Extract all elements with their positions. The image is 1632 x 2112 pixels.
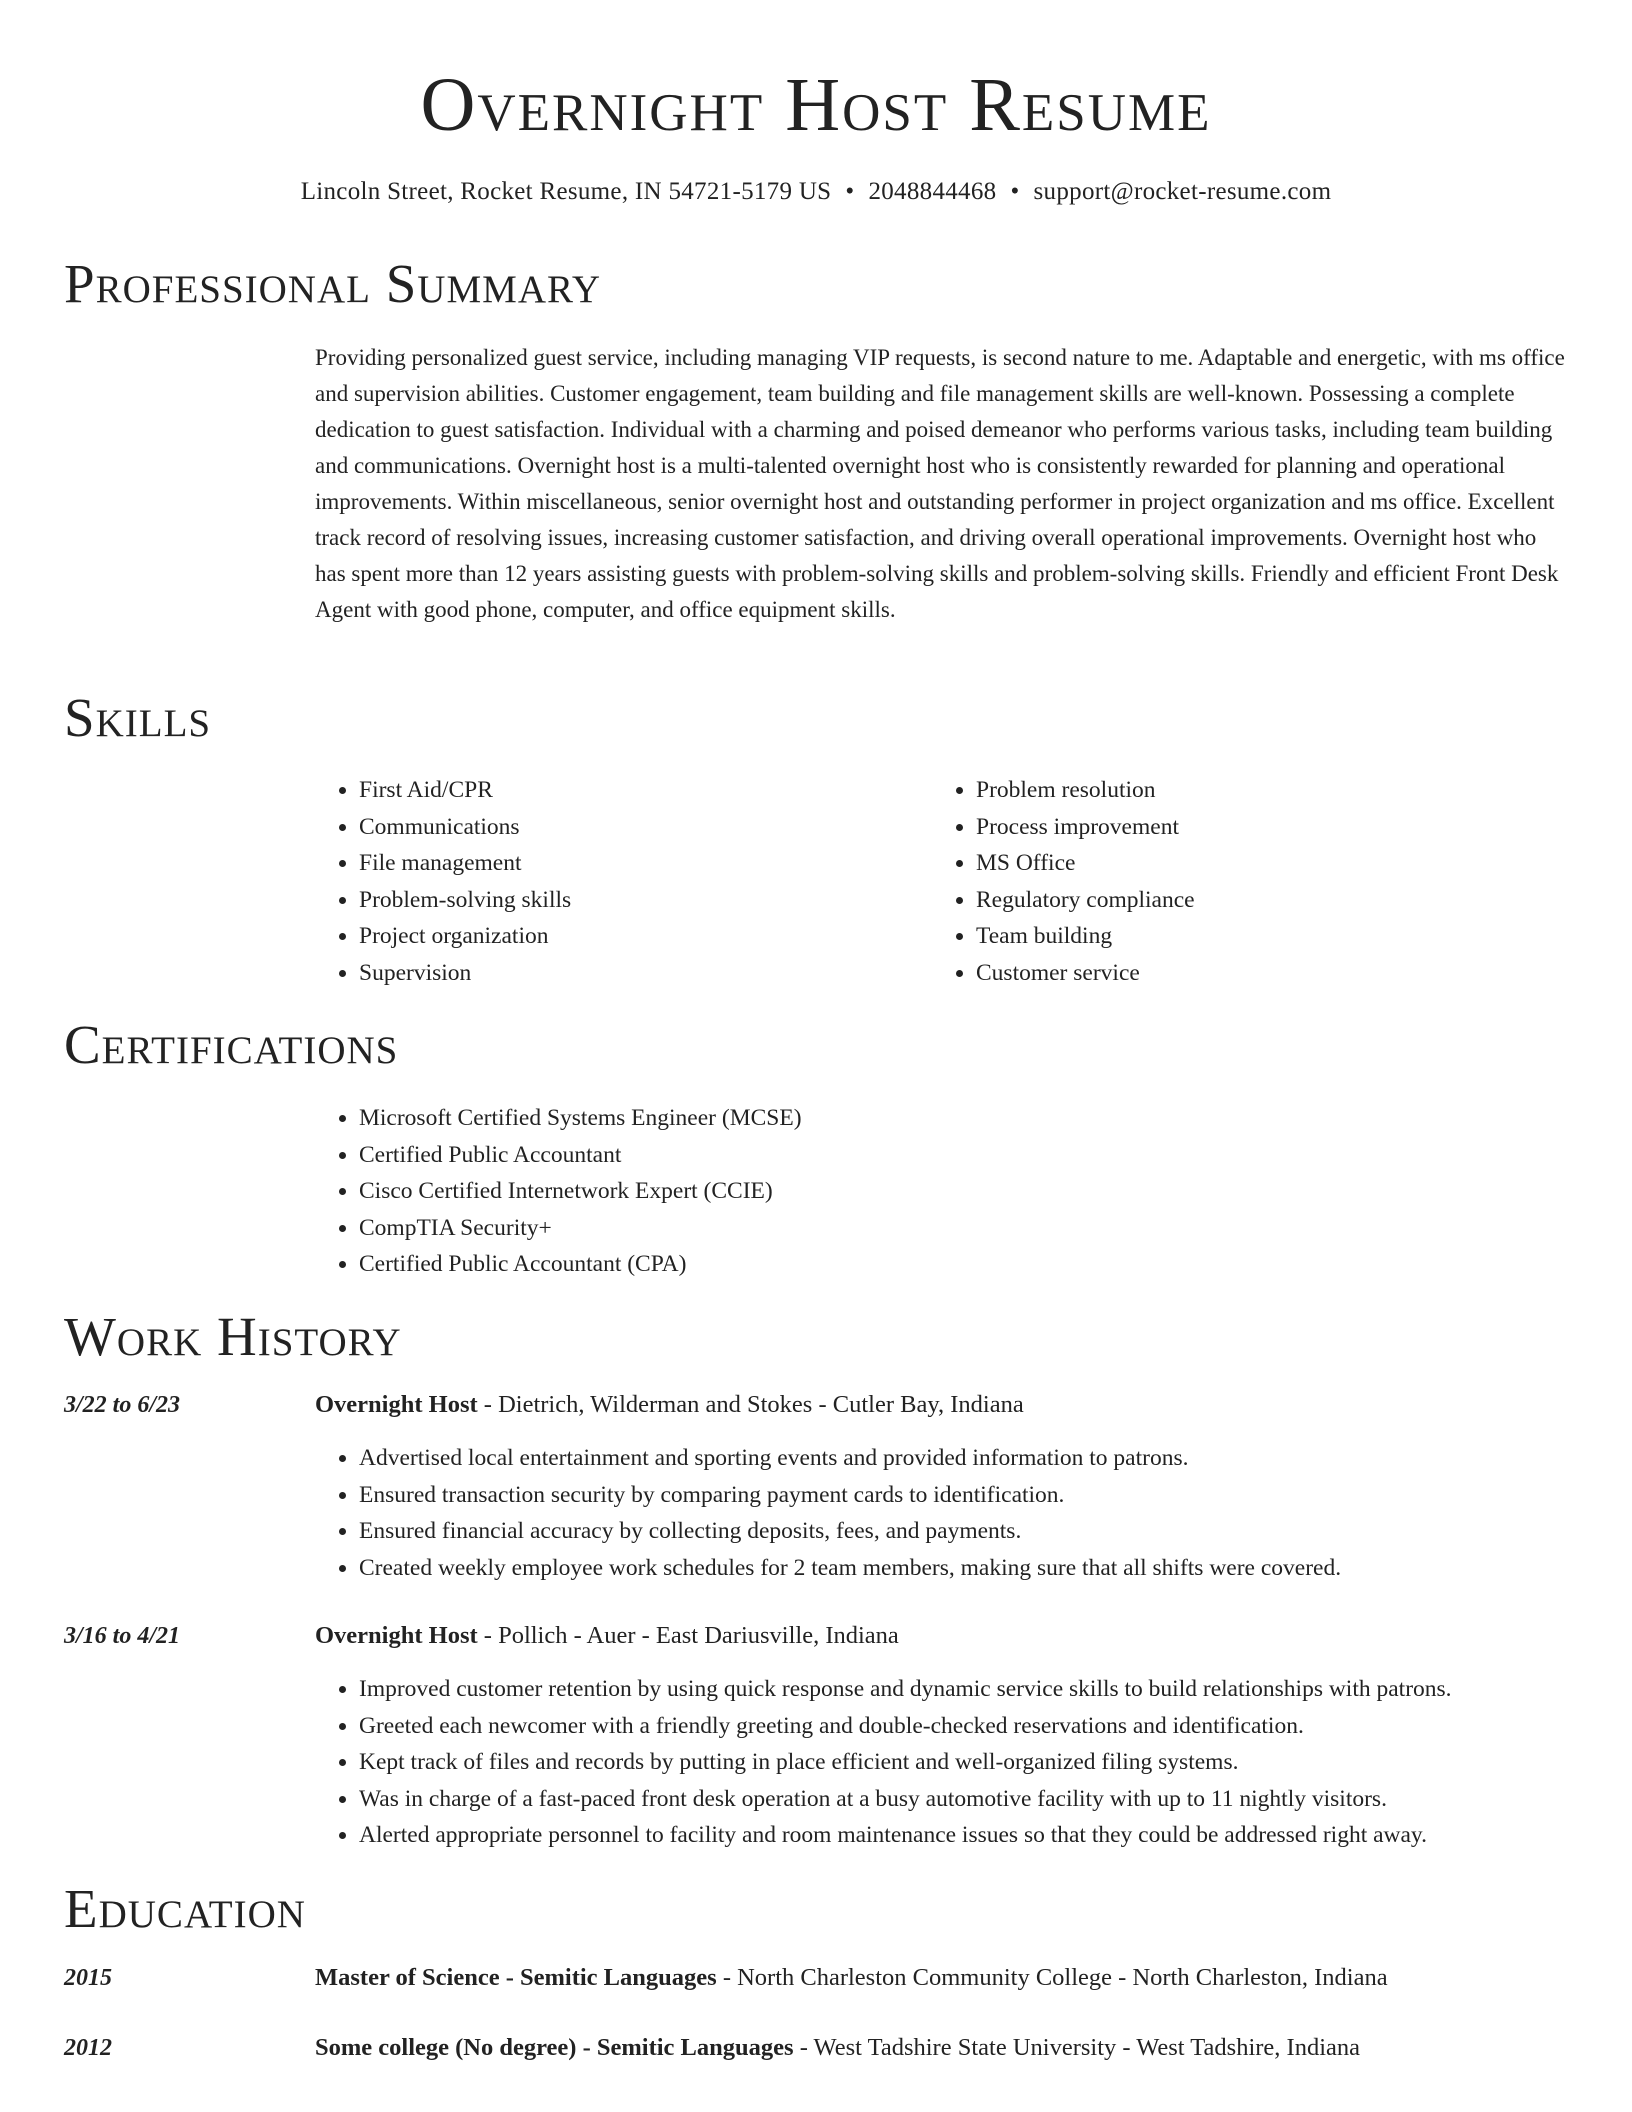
job-bullet: • Advertised local entertainment and sporting events and provided information to patrons. [359,1440,1568,1477]
skill-item: • Team building [976,918,1536,955]
certification-item: • CompTIA Security+ [359,1210,1259,1247]
job-bullet: • Greeted each newcomer with a friendly greeting and double-checked reservations and identification. [359,1708,1568,1745]
section-title-education: Education [64,1877,336,1941]
work-section-header [64,1305,1568,1369]
summary-section-header [64,252,1568,316]
job-bullet: • Ensured financial accuracy by collecting deposits, fees, and payments. [359,1513,1568,1550]
address: Lincoln Street, Rocket Resume, IN 54721-5179 US [300,178,832,205]
skill-item: • File management [359,845,919,882]
contact-line [0,176,1632,208]
job-bullet: • Was in charge of a fast-paced front desk operation at a busy automotive facility with up to 11 nightly visitors. [359,1781,1568,1818]
section-title-certifications: Certifications [64,1013,428,1077]
education-school: - North Charleston Community College - North Charleston, Indiana [716,1964,1388,1991]
job-title: Overnight Host [315,1622,478,1649]
education-section-header [64,1877,1568,1941]
skills-section-header [64,686,1568,750]
job-dates: 3/22 to 6/23 [64,1392,181,1418]
job-bullet: • Alerted appropriate personnel to facility and room maintenance issues so that they could be addressed right away. [359,1817,1568,1854]
section-title-skills: Skills [64,686,241,750]
separator: • [1010,178,1020,205]
job-bullet: • Created weekly employee work schedules for 2 team members, making sure that all shifts were covered. [359,1550,1568,1587]
education-year: 2012 [64,2035,112,2061]
skill-item: • Communications [359,809,919,846]
skill-item: • Problem-solving skills [359,882,919,919]
email-link[interactable]: support@rocket-resume.com [1033,178,1332,205]
job-employer: - Dietrich, Wilderman and Stokes - Cutler Bay, Indiana [477,1391,1024,1418]
education-degree: Master of Science - Semitic Languages [315,1964,717,1991]
skill-item: • Process improvement [976,809,1536,846]
skill-item: • Problem resolution [976,772,1536,809]
education-school: - West Tadshire State University - West Tadshire, Indiana [793,2034,1361,2061]
job-dates: 3/16 to 4/21 [64,1623,181,1649]
job-bullets [315,1671,1568,1854]
skill-item: • First Aid/CPR [359,772,919,809]
summary-text: Providing personalized guest service, including managing VIP requests, is second nature to me. Adaptable and energetic, with ms office and supervision abilities. Customer engagement, team building and file management skills are well-known. Possessing a complete dedication to guest satisfaction. Individual with a charming and poised demeanor who performs various tasks, including team building and communications. Overnight host is a multi-talented overnight host who is consistently rewarded for planning and operational improvements. Within miscellaneous, senior overnight host and outstanding performer in project organization and ms office. Excellent track record of resolving issues, increasing customer satisfaction, and driving overall operational improvements. Overnight host who has spent more than 12 years assisting guests with problem-solving skills and problem-solving skills. Friendly and efficient Front Desk Agent with good phone, computer, and office equipment skills. [315,345,1565,622]
section-title-work: Work History [64,1305,432,1369]
certification-item: • Certified Public Accountant [359,1137,1259,1174]
skills-list-right [932,772,1536,991]
education-entry [315,1962,1592,1994]
job-bullet: • Improved customer retention by using quick response and dynamic service skills to build relationships with patrons. [359,1671,1568,1708]
skills-list-left [315,772,919,991]
job-title: Overnight Host [315,1391,478,1418]
skill-item: • MS Office [976,845,1536,882]
certifications-list [315,1100,1259,1283]
certification-item: • Certified Public Accountant (CPA) [359,1246,1259,1283]
job-bullet: • Ensured transaction security by comparing payment cards to identification. [359,1477,1568,1514]
skill-item: • Supervision [359,955,919,992]
certification-item: • Cisco Certified Internetwork Expert (CCIE) [359,1173,1259,1210]
education-year: 2015 [64,1965,112,1991]
job-employer: - Pollich - Auer - East Dariusville, Indiana [477,1622,899,1649]
skill-item: • Regulatory compliance [976,882,1536,919]
section-title-summary: Professional Summary [64,252,631,316]
skill-item: • Project organization [359,918,919,955]
job-heading [315,1620,1592,1652]
job-heading [315,1389,1592,1421]
section-divider [64,722,1568,724]
job-bullet: • Kept track of files and records by putting in place efficient and well-organized filing systems. [359,1744,1568,1781]
certification-item: • Microsoft Certified Systems Engineer (MCSE) [359,1100,1259,1137]
resume-title: Overnight Host Resume [420,63,1212,147]
education-degree: Some college (No degree) - Semitic Languages [315,2034,794,2061]
certifications-section-header [64,1013,1568,1077]
phone: 2048844468 [868,178,997,205]
separator: • [845,178,855,205]
education-entry [315,2032,1592,2064]
skill-item: • Customer service [976,955,1536,992]
job-bullets [315,1440,1568,1586]
